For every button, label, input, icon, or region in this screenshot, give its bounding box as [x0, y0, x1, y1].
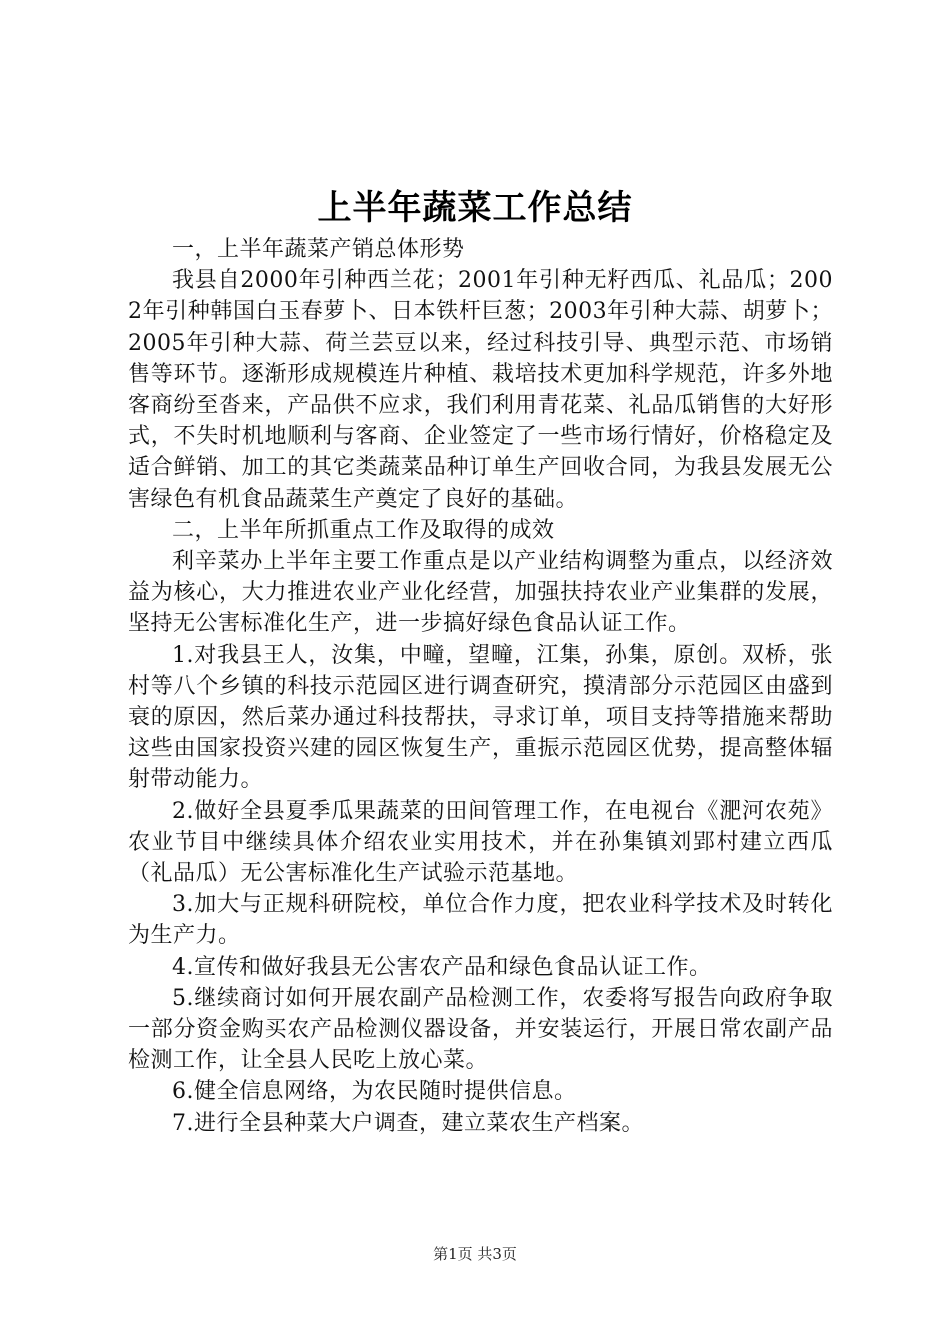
list-item-7: 7.进行全县种菜大户调查，建立菜农生产档案。: [172, 1110, 644, 1136]
list-item-6: 6.健全信息网络，为农民随时提供信息。: [172, 1079, 577, 1105]
page-footer: 第1页 共3页: [433, 1245, 517, 1263]
document-body: [128, 234, 833, 1139]
document-title: 上半年蔬菜工作总结: [317, 188, 633, 228]
paragraph-focus: 利辛菜办上半年主要工作重点是以产业结构调整为重点，以经济效益为核心，大力推进农业产业化经营，加强扶持农业产业集群的发展，坚持无公害标准化生产，进一步搞好绿色食品认证工作。: [128, 549, 833, 637]
list-item-3: 3.加大与正规科研院校，单位合作力度，把农业科学技术及时转化为生产力。: [128, 892, 833, 949]
paragraph-overview: 我县自2000年引种西兰花；2001年引种无籽西瓜、礼品瓜；2002年引种韩国白玉春萝卜、日本铁杆巨葱；2003年引种大蒜、胡萝卜；2005年引种大蒜、荷兰芸豆以来，经过科技引导、典型示范、市场销售等环节。逐渐形成规模连片种植、栽培技术更加科学规范，许多外地客商纷至沓来，产品供不应求，我们利用青花菜、礼品瓜销售的大好形式，不失时机地顺利与客商、企业签定了一些市场行情好，价格稳定及适合鲜销、加工的其它类蔬菜品种订单生产回收合同，为我县发展无公害绿色有机食品蔬菜生产奠定了良好的基础。: [128, 268, 833, 512]
list-item-5: 5.继续商讨如何开展农副产品检测工作，农委将写报告向政府争取一部分资金购买农产品检测仪器设备，并安装运行，开展日常农副产品检测工作，让全县人民吃上放心菜。: [128, 985, 833, 1074]
list-item-1: 1.对我县王人，汝集，中疃，望疃，江集，孙集，原创。双桥，张村等八个乡镇的科技示范园区进行调查研究，摸清部分示范园区由盛到衰的原因，然后菜办通过科技帮扶，寻求订单，项目支持等措施来帮助这些由国家投资兴建的园区恢复生产，重振示范园区优势，提高整体辐射带动能力。: [128, 642, 833, 793]
list-item-4: 4.宣传和做好我县无公害农产品和绿色食品认证工作。: [172, 954, 712, 980]
list-item-2: 2.做好全县夏季瓜果蔬菜的田间管理工作，在电视台《淝河农苑》农业节目中继续具体介绍农业实用技术，并在孙集镇刘郢村建立西瓜（礼品瓜）无公害标准化生产试验示范基地。: [128, 798, 833, 887]
section-heading-1: 一，上半年蔬菜产销总体形势: [172, 237, 465, 262]
section-heading-2: 二，上半年所抓重点工作及取得的成效: [172, 517, 555, 543]
